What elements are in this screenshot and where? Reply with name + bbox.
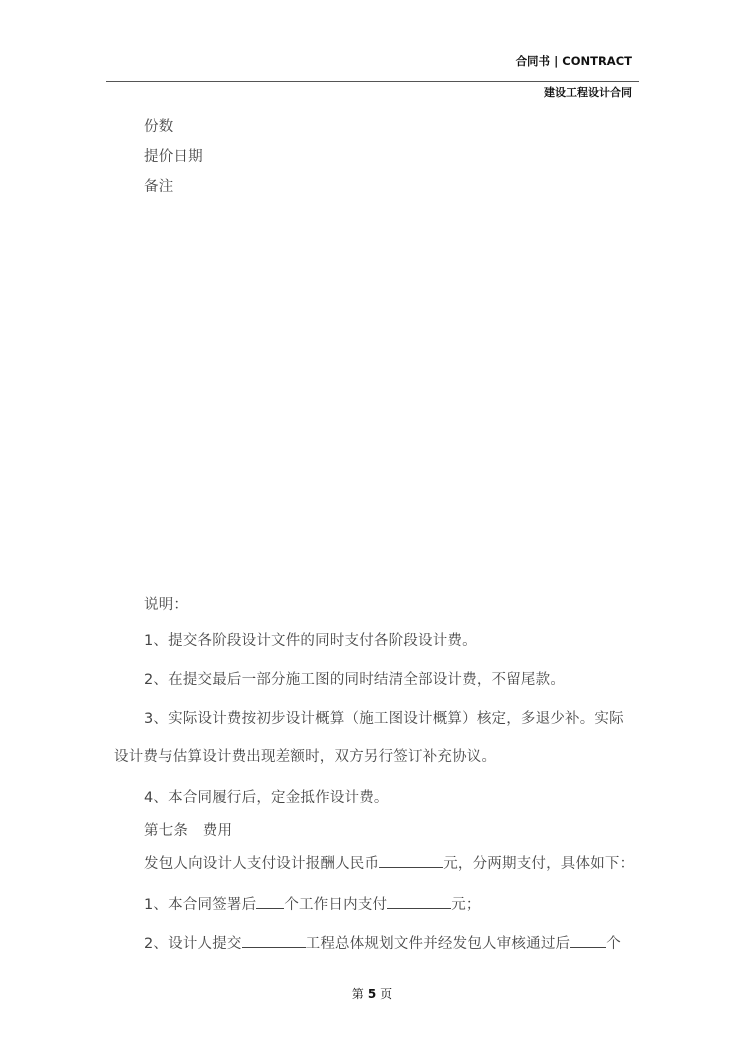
note-item-3-line-1: 3、实际设计费按初步设计概算（施工图设计概算）核定，多退少补。实际 xyxy=(144,711,624,727)
fee-intro-after: 元，分两期支付，具体如下： xyxy=(443,856,635,872)
fee-intro-paragraph xyxy=(144,852,634,873)
document-title: 建设工程设计合同 xyxy=(544,86,632,99)
total-amount-blank xyxy=(379,853,443,868)
payment-item-2 xyxy=(144,932,621,953)
row-label-remarks: 备注 xyxy=(144,179,174,195)
notes-title: 说明： xyxy=(144,597,189,613)
header-divider xyxy=(106,81,639,82)
note-item-4: 4、本合同履行后，定金抵作设计费。 xyxy=(144,790,389,806)
page-number: 5 xyxy=(367,987,377,1001)
note-item-1: 1、提交各阶段设计文件的同时支付各阶段设计费。 xyxy=(144,633,477,649)
payment-2-suffix: 个 xyxy=(606,936,621,952)
page-footer xyxy=(0,985,744,1002)
note-item-2: 2、在提交最后一部分施工图的同时结清全部设计费，不留尾款。 xyxy=(144,672,566,688)
payment-2-project-blank xyxy=(242,933,306,948)
page-prefix: 第 xyxy=(351,987,364,1001)
payment-1-mid: 个工作日内支付 xyxy=(284,897,388,913)
fee-intro-before: 发包人向设计人支付设计报酬人民币 xyxy=(144,856,380,872)
payment-1-suffix: 元； xyxy=(451,897,481,913)
header-brand: 合同书 | CONTRACT xyxy=(515,54,632,68)
page-suffix: 页 xyxy=(380,987,393,1001)
payment-1-prefix: 1、本合同签署后 xyxy=(144,897,257,913)
payment-1-amount-blank xyxy=(387,894,451,909)
article-heading: 第七条 费用 xyxy=(144,823,233,839)
workdays-blank xyxy=(256,894,284,909)
note-item-3-line-2: 设计费与估算设计费出现差额时，双方另行签订补充协议。 xyxy=(114,749,497,765)
row-label-quote-date: 提价日期 xyxy=(144,149,203,165)
payment-item-1 xyxy=(144,893,481,914)
row-label-copies: 份数 xyxy=(144,119,174,135)
payment-2-days-blank xyxy=(570,933,606,948)
payment-2-prefix: 2、设计人提交 xyxy=(144,936,242,952)
payment-2-mid: 工程总体规划文件并经发包人审核通过后 xyxy=(305,936,571,952)
